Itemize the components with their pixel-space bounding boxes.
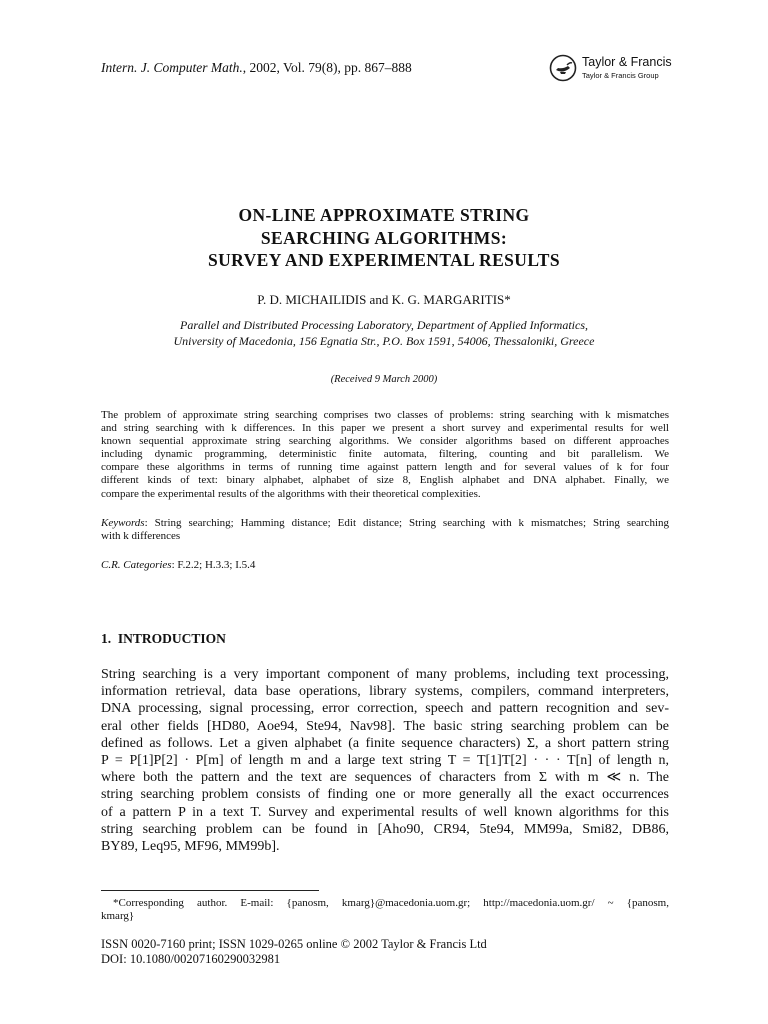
- received-date: (Received 9 March 2000): [330, 374, 438, 385]
- publisher-group: Taylor & Francis Group: [582, 71, 659, 80]
- affiliation-line: Parallel and Distributed Processing Laboratory, Department of Applied Informatics,: [180, 318, 588, 332]
- doi-line: DOI: 10.1080/00207160290032981: [101, 951, 281, 966]
- body-line: eral other fields [HD80, Aoe94, Ste94, Nav98]. The basic string searching problem can be: [101, 718, 669, 734]
- keywords-line: [101, 517, 669, 530]
- issn-doi: [101, 937, 487, 966]
- abstract: [101, 409, 669, 501]
- body-paragraph: [101, 666, 669, 855]
- abstract-line: different kinds of text: binary alphabet, alphabet of size 8, English alphabet and DNA alphabet. Finally, we: [101, 474, 669, 487]
- body-line: where both the pattern and the text are sequences of characters from Σ with m ≪ n. The: [101, 770, 669, 786]
- keywords-text: : String searching; Hamming distance; Edit distance; String searching with k mismatches; String searching: [144, 517, 669, 529]
- keywords-continuation: with k differences: [101, 530, 181, 543]
- keywords-label: Keywords: [101, 517, 145, 529]
- section-title: INTRODUCTION: [117, 631, 226, 646]
- section-number: 1.: [101, 631, 112, 646]
- title-line: SURVEY AND EXPERIMENTAL RESULTS: [208, 250, 560, 270]
- body-line: information retrieval, data base operations, library systems, compilers, command interpreters,: [101, 684, 669, 700]
- title-line: SEARCHING ALGORITHMS:: [260, 227, 508, 248]
- publisher-logo: [549, 53, 674, 87]
- footnote-line: kmarg}: [101, 910, 135, 922]
- issn-line: ISSN 0020-7160 print; ISSN 1029-0265 online © 2002 Taylor & Francis Ltd: [101, 937, 487, 951]
- footnote-divider: [101, 890, 319, 891]
- body-line: string searching problem can be found in [Aho90, CR94, 5te94, MM99a, Smi82, DB86,: [101, 821, 669, 837]
- abstract-line: compare these algorithms in terms of running time against pattern length and for several values of k for four: [101, 461, 669, 474]
- abstract-line: and string searching with k differences. In this paper we present a short survey and experimental results for well: [101, 422, 669, 435]
- categories-label: C.R. Categories: [101, 559, 172, 571]
- abstract-line: The problem of approximate string searching comprises two classes of problems: string searching with k mismatches: [101, 409, 669, 421]
- journal-citation: [101, 60, 412, 76]
- footnote-line: *Corresponding author. E-mail: {panosm, kmarg}@macedonia.uom.gr; http://macedonia.uom.gr/ ~ {panosm,: [113, 897, 669, 909]
- publisher-lamp-icon: [549, 54, 577, 82]
- abstract-line: including dynamic programming, deterministic finite automata, filtering, counting and bit parallelism. We: [101, 448, 669, 461]
- cr-categories: [101, 559, 255, 571]
- abstract-line: compare the experimental results of the algorithms with their theoretical complexities.: [101, 487, 481, 500]
- affiliation: [0, 318, 768, 349]
- body-line: DNA processing, signal processing, error correction, speech and pattern recognition and sev-: [101, 701, 669, 717]
- body-line: P = P[1]P[2] · P[m] of length m and a large text string T = T[1]T[2] · · · T[n] of length n,: [101, 753, 669, 769]
- footnote: [101, 897, 669, 923]
- authors: P. D. MICHAILIDIS and K. G. MARGARITIS*: [257, 292, 511, 307]
- publisher-name: Taylor & Francis: [582, 55, 672, 69]
- body-line: of a pattern P in a text T. Survey and experimental results of well known algorithms for this: [101, 804, 669, 820]
- citation-details: , 2002, Vol. 79(8), pp. 867–888: [242, 60, 412, 75]
- title-line: ON-LINE APPROXIMATE STRING: [238, 205, 530, 225]
- keywords: [101, 517, 669, 543]
- body-line: defined as follows. Let a given alphabet (a finite sequence characters) Σ, a short pattern string: [101, 735, 669, 751]
- abstract-line: known sequential approximate string searching algorithms. We consider algorithms based on different approaches: [101, 435, 669, 448]
- body-line: String searching is a very important component of many problems, including text processing,: [101, 667, 669, 682]
- affiliation-line: University of Macedonia, 156 Egnatia Str., P.O. Box 1591, 54006, Thessaloniki, Greece: [173, 333, 595, 348]
- body-line: string searching problem consists of finding one or more generally all the exact occurrences: [101, 787, 669, 803]
- categories-value: : F.2.2; H.3.3; I.5.4: [171, 559, 256, 571]
- section-heading: [101, 631, 226, 647]
- journal-name: Intern. J. Computer Math.: [101, 60, 243, 75]
- body-line: BY89, Leq95, MF96, MM99b].: [101, 839, 280, 855]
- paper-title: [0, 204, 768, 272]
